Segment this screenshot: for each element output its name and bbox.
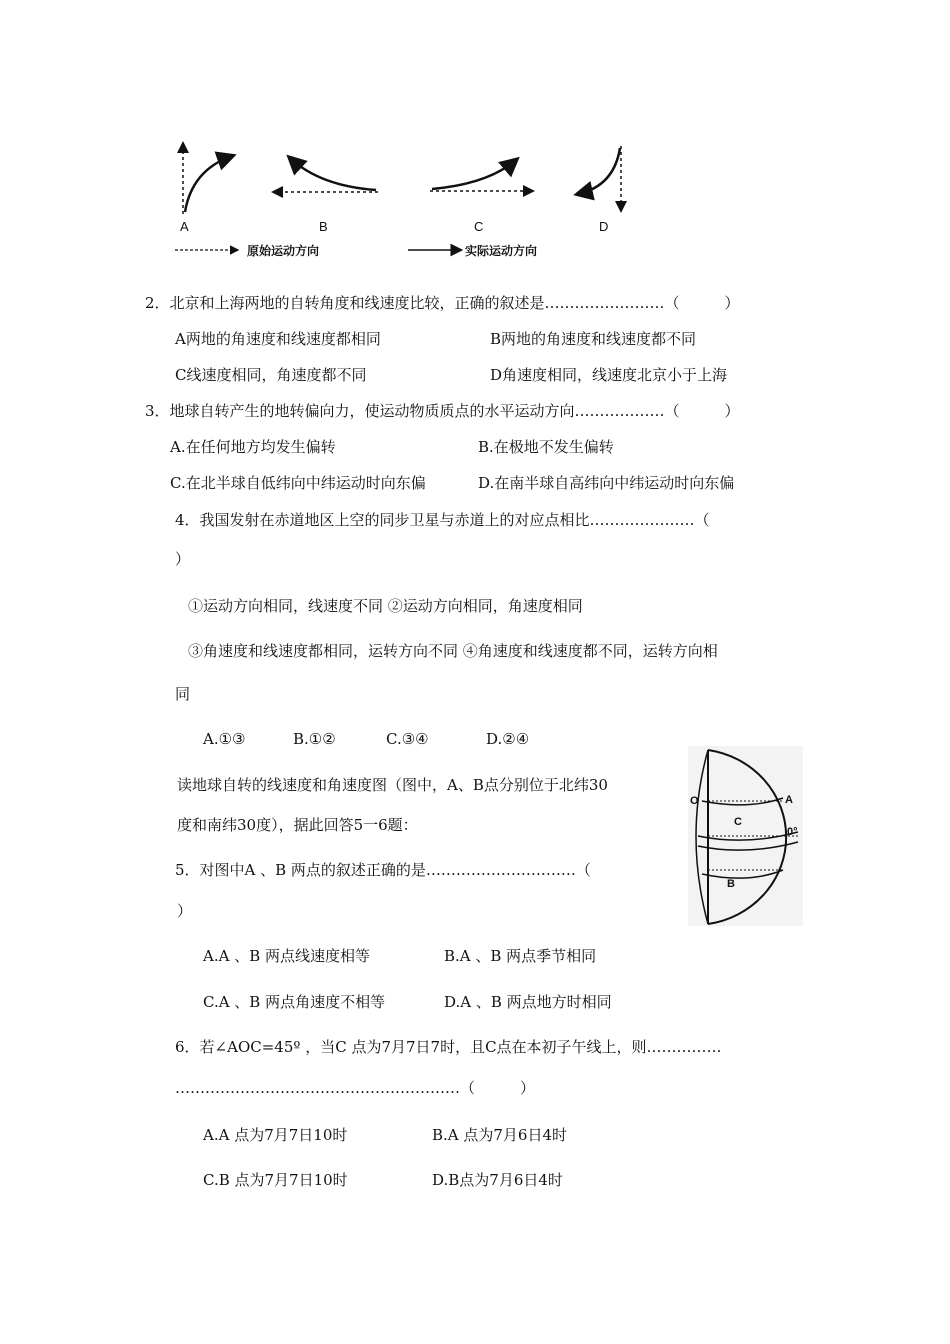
diagram-a — [183, 144, 232, 214]
rotation-label-c: C — [734, 816, 742, 828]
question-6-option-b: B.A 点为7月6日4时 — [432, 1126, 568, 1144]
question-4-statement-2: ③角速度和线速度都相同，运转方向不同 ④角速度和线速度都不同，运转方向相 — [188, 642, 718, 660]
question-2-option-d: D角速度相同，线速度北京小于上海 — [490, 366, 728, 384]
diagram-label-b: B — [319, 219, 328, 234]
diagram-label-d: D — [599, 219, 609, 234]
question-4-option-a: A.①③ — [203, 730, 246, 748]
rotation-diagram — [688, 746, 803, 926]
question-6-option-a: A.A 点为7月7日10时 — [203, 1126, 348, 1144]
question-3-option-d: D.在南半球自高纬向中纬运动时向东偏 — [478, 474, 735, 492]
legend-original-direction: 原始运动方向 — [247, 244, 320, 258]
question-5-option-c: C.A 、B 两点角速度不相等 — [203, 993, 386, 1011]
question-5-stem: 5．对图中A 、B 两点的叙述正确的是…………………………（ — [175, 861, 591, 879]
question-4-statement-2-cont: 同 — [175, 685, 191, 703]
question-4-option-c: C.③④ — [386, 730, 429, 748]
legend-actual-direction: 实际运动方向 — [465, 244, 538, 258]
question-6-stem-cont: …………………………………………………（ ） — [175, 1079, 536, 1097]
reading-intro-line-1: 读地球自转的线速度和角速度图（图中，A、B点分别位于北纬30 — [177, 776, 608, 794]
question-2-stem: 2．北京和上海两地的自转角度和线速度比较，正确的叙述是……………………（ ） — [145, 294, 740, 312]
rotation-label-zero-degree: 0° — [787, 826, 798, 838]
question-4-stem-cont: ） — [175, 550, 191, 568]
question-4-stem: 4．我国发射在赤道地区上空的同步卫星与赤道上的对应点相比…………………（ — [175, 511, 710, 529]
diagram-d — [578, 146, 621, 210]
question-6-option-c: C.B 点为7月7日10时 — [203, 1171, 348, 1189]
question-3-option-c: C.在北半球自低纬向中纬运动时向东偏 — [170, 474, 426, 492]
question-5-stem-cont: ） — [177, 902, 193, 920]
diagram-c — [430, 160, 532, 191]
question-6-stem: 6．若∠AOC=45º ，当C 点为7月7日7时，且C点在本初子午线上，则…………… — [175, 1038, 722, 1056]
rotation-label-b: B — [727, 878, 735, 890]
diagram-label-a: A — [180, 219, 189, 234]
question-2-option-a: A两地的角速度和线速度都相同 — [175, 330, 381, 348]
legend-solid-arrow-icon — [408, 245, 468, 255]
question-2-option-b: B两地的角速度和线速度都不同 — [490, 330, 697, 348]
question-3-option-a: A.在任何地方均发生偏转 — [170, 438, 336, 456]
deflection-diagram — [170, 138, 630, 228]
question-4-statement-1: ①运动方向相同，线速度不同 ②运动方向相同，角速度相同 — [188, 597, 583, 615]
question-4-option-d: D.②④ — [486, 730, 530, 748]
question-5-option-a: A.A 、B 两点线速度相等 — [203, 947, 370, 965]
diagram-b — [274, 158, 378, 192]
question-3-option-b: B.在极地不发生偏转 — [478, 438, 614, 456]
diagram-label-c: C — [474, 219, 484, 234]
rotation-label-a: A — [785, 794, 793, 806]
legend-dashed-arrow-icon — [175, 245, 245, 255]
question-2-option-c: C线速度相同，角速度都不同 — [175, 366, 367, 384]
question-5-option-d: D.A 、B 两点地方时相同 — [444, 993, 612, 1011]
question-4-option-b: B.①② — [293, 730, 336, 748]
question-3-stem: 3．地球自转产生的地转偏向力，使运动物质质点的水平运动方向………………（ ） — [145, 402, 740, 420]
question-5-option-b: B.A 、B 两点季节相同 — [444, 947, 597, 965]
question-6-option-d: D.B点为7月6日4时 — [432, 1171, 563, 1189]
reading-intro-line-2: 度和南纬30度），据此回答5一6题： — [177, 816, 418, 834]
rotation-label-o: O — [690, 795, 699, 807]
